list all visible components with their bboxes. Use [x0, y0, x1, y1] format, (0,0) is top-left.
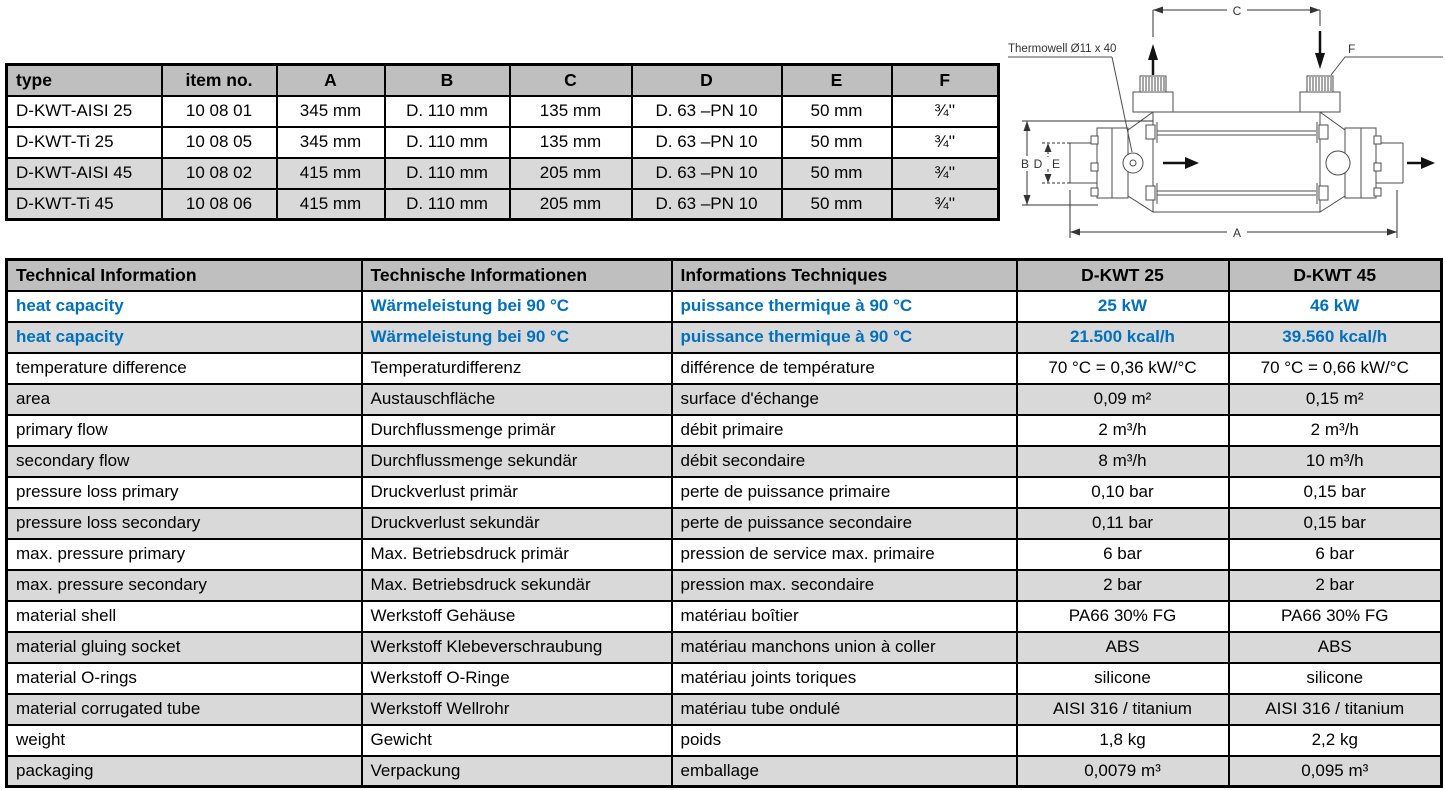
technical-drawing — [1000, 0, 1445, 250]
tech-cell: 2 bar — [1017, 570, 1229, 601]
tech-row-15 — [7, 756, 1442, 787]
thermowell-label: Thermowell Ø11 x 40 — [1008, 43, 1117, 55]
tech-cell: Werkstoff Wellrohr — [362, 694, 672, 725]
dim-cell: ¾'' — [892, 189, 999, 220]
tech-cell: 0,10 bar — [1017, 477, 1229, 508]
tech-cell: PA66 30% FG — [1017, 601, 1229, 632]
tech-row-0 — [7, 291, 1442, 322]
tech-cell: heat capacity — [7, 322, 362, 353]
tech-cell: max. pressure secondary — [7, 570, 362, 601]
dim-header-7: F — [892, 65, 999, 96]
dim-header-5: D — [632, 65, 782, 96]
dim-cell: 50 mm — [782, 96, 892, 127]
tech-cell: 1,8 kg — [1017, 725, 1229, 756]
dim-cell: 50 mm — [782, 158, 892, 189]
tech-cell: pression de service max. primaire — [672, 539, 1017, 570]
tech-cell: différence de température — [672, 353, 1017, 384]
tech-row-8 — [7, 539, 1442, 570]
tech-header-1: Technische Informationen — [362, 260, 672, 291]
tech-cell: Werkstoff Gehäuse — [362, 601, 672, 632]
tech-row-4 — [7, 415, 1442, 446]
tech-cell: 2 bar — [1229, 570, 1442, 601]
dim-row-3 — [7, 189, 999, 220]
tech-cell: 0,15 bar — [1229, 508, 1442, 539]
tech-cell: Wärmeleistung bei 90 °C — [362, 291, 672, 322]
dimensions-table — [5, 63, 1000, 221]
dimension-c — [1153, 2, 1320, 37]
tech-cell: débit secondaire — [672, 446, 1017, 477]
tech-cell: 46 kW — [1229, 291, 1442, 322]
dim-header-1: item no. — [162, 65, 277, 96]
tech-row-9 — [7, 570, 1442, 601]
tech-cell: pression max. secondaire — [672, 570, 1017, 601]
dim-header-3: B — [385, 65, 510, 96]
tech-cell: 25 kW — [1017, 291, 1229, 322]
tech-row-2 — [7, 353, 1442, 384]
tech-cell: ABS — [1017, 632, 1229, 663]
tech-cell: pressure loss primary — [7, 477, 362, 508]
tech-cell: Druckverlust primär — [362, 477, 672, 508]
dim-cell: 50 mm — [782, 189, 892, 220]
tech-header-3: D-KWT 25 — [1017, 260, 1229, 291]
tech-cell: puissance thermique à 90 °C — [672, 322, 1017, 353]
tech-cell: Temperaturdifferenz — [362, 353, 672, 384]
dim-header-4: C — [510, 65, 632, 96]
tech-cell: 2 m³/h — [1017, 415, 1229, 446]
tech-cell: max. pressure primary — [7, 539, 362, 570]
dim-cell: 345 mm — [277, 96, 385, 127]
tech-cell: material corrugated tube — [7, 694, 362, 725]
tech-cell: Werkstoff Klebeverschraubung — [362, 632, 672, 663]
dimension-de — [1034, 143, 1070, 183]
tech-cell: matériau joints toriques — [672, 663, 1017, 694]
tech-row-5 — [7, 446, 1442, 477]
tech-cell: pressure loss secondary — [7, 508, 362, 539]
tech-cell: 6 bar — [1229, 539, 1442, 570]
dim-row-2 — [7, 158, 999, 189]
tech-cell: Druckverlust sekundär — [362, 508, 672, 539]
tech-cell: silicone — [1017, 663, 1229, 694]
dim-cell: 135 mm — [510, 127, 632, 158]
dim-cell: 50 mm — [782, 127, 892, 158]
tech-cell: area — [7, 384, 362, 415]
tech-cell: 70 °C = 0,66 kW/°C — [1229, 353, 1442, 384]
port-flow-arrows — [1148, 31, 1325, 75]
tech-cell: Max. Betriebsdruck sekundär — [362, 570, 672, 601]
dim-cell: 345 mm — [277, 127, 385, 158]
tech-cell: 6 bar — [1017, 539, 1229, 570]
dim-cell: D-KWT-Ti 45 — [7, 189, 162, 220]
tech-cell: 0,15 m² — [1229, 384, 1442, 415]
dim-label-d: D — [1033, 157, 1043, 171]
tech-cell: Max. Betriebsdruck primär — [362, 539, 672, 570]
dim-cell: D-KWT-AISI 45 — [7, 158, 162, 189]
dim-cell: ¾'' — [892, 127, 999, 158]
tech-cell: PA66 30% FG — [1229, 601, 1442, 632]
tech-cell: 8 m³/h — [1017, 446, 1229, 477]
tech-cell: 70 °C = 0,36 kW/°C — [1017, 353, 1229, 384]
dim-cell: 10 08 01 — [162, 96, 277, 127]
tech-cell: material gluing socket — [7, 632, 362, 663]
tech-cell: 0,15 bar — [1229, 477, 1442, 508]
tech-cell: heat capacity — [7, 291, 362, 322]
dim-header-2: A — [277, 65, 385, 96]
tech-row-12 — [7, 663, 1442, 694]
tech-cell: material shell — [7, 601, 362, 632]
dim-cell: 415 mm — [277, 158, 385, 189]
tech-cell: Durchflussmenge primär — [362, 415, 672, 446]
tech-header-row — [7, 260, 1442, 291]
tech-cell: material O-rings — [7, 663, 362, 694]
tech-cell: matériau boîtier — [672, 601, 1017, 632]
dim-cell: D-KWT-Ti 25 — [7, 127, 162, 158]
dim-label-b: B — [1020, 157, 1030, 171]
tech-cell: ABS — [1229, 632, 1442, 663]
tech-cell: emballage — [672, 756, 1017, 787]
tech-cell: Austauschfläche — [362, 384, 672, 415]
tech-cell: primary flow — [7, 415, 362, 446]
tech-cell: puissance thermique à 90 °C — [672, 291, 1017, 322]
tech-cell: perte de puissance primaire — [672, 477, 1017, 508]
tech-cell: matériau tube ondulé — [672, 694, 1017, 725]
tech-cell: surface d'échange — [672, 384, 1017, 415]
dim-cell: D. 63 –PN 10 — [632, 189, 782, 220]
dim-cell: 10 08 05 — [162, 127, 277, 158]
dim-cell: 10 08 06 — [162, 189, 277, 220]
tech-header-0: Technical Information — [7, 260, 362, 291]
dim-header-row — [7, 65, 999, 96]
tech-row-1 — [7, 322, 1442, 353]
tech-cell: 39.560 kcal/h — [1229, 322, 1442, 353]
dim-cell: D. 110 mm — [385, 189, 510, 220]
tech-header-2: Informations Techniques — [672, 260, 1017, 291]
dim-cell: D. 63 –PN 10 — [632, 158, 782, 189]
tech-row-7 — [7, 508, 1442, 539]
dim-cell: 135 mm — [510, 96, 632, 127]
heat-exchanger-drawing — [1000, 0, 1445, 250]
dim-cell: D. 110 mm — [385, 158, 510, 189]
dim-cell: 205 mm — [510, 158, 632, 189]
tech-cell: débit primaire — [672, 415, 1017, 446]
tech-cell: weight — [7, 725, 362, 756]
tech-table-body — [7, 291, 1442, 787]
tech-cell: silicone — [1229, 663, 1442, 694]
dim-row-0 — [7, 96, 999, 127]
dim-header-6: E — [782, 65, 892, 96]
dim-cell: D. 63 –PN 10 — [632, 96, 782, 127]
technical-info-table — [5, 258, 1443, 788]
dim-table-body — [7, 96, 999, 220]
tech-cell: 0,11 bar — [1017, 508, 1229, 539]
tech-cell: AISI 316 / titanium — [1017, 694, 1229, 725]
tech-cell: 2,2 kg — [1229, 725, 1442, 756]
dim-cell: D-KWT-AISI 25 — [7, 96, 162, 127]
tech-row-11 — [7, 632, 1442, 663]
tech-cell: 21.500 kcal/h — [1017, 322, 1229, 353]
dim-cell: D. 110 mm — [385, 96, 510, 127]
tech-cell: Verpackung — [362, 756, 672, 787]
dim-label-a: A — [1232, 226, 1242, 240]
tech-row-3 — [7, 384, 1442, 415]
dim-label-f: F — [1348, 42, 1356, 56]
dim-label-e: E — [1051, 157, 1061, 171]
dim-cell: D. 110 mm — [385, 127, 510, 158]
tech-row-13 — [7, 694, 1442, 725]
dim-cell: 415 mm — [277, 189, 385, 220]
tech-cell: Wärmeleistung bei 90 °C — [362, 322, 672, 353]
tech-cell: 0,095 m³ — [1229, 756, 1442, 787]
tech-row-10 — [7, 601, 1442, 632]
tech-cell: Durchflussmenge sekundär — [362, 446, 672, 477]
tech-cell: matériau manchons union à coller — [672, 632, 1017, 663]
tech-cell: 2 m³/h — [1229, 415, 1442, 446]
tech-cell: 0,0079 m³ — [1017, 756, 1229, 787]
tech-row-14 — [7, 725, 1442, 756]
tech-cell: AISI 316 / titanium — [1229, 694, 1442, 725]
dim-header-0: type — [7, 65, 162, 96]
tech-cell: secondary flow — [7, 446, 362, 477]
tech-cell: perte de puissance secondaire — [672, 508, 1017, 539]
tech-cell: poids — [672, 725, 1017, 756]
dim-label-c: C — [1232, 4, 1242, 18]
tech-cell: 10 m³/h — [1229, 446, 1442, 477]
tech-header-4: D-KWT 45 — [1229, 260, 1442, 291]
dimension-f — [1331, 42, 1443, 75]
dim-cell: ¾'' — [892, 96, 999, 127]
dim-cell: 205 mm — [510, 189, 632, 220]
dim-cell: 10 08 02 — [162, 158, 277, 189]
tech-cell: packaging — [7, 756, 362, 787]
dim-cell: ¾'' — [892, 158, 999, 189]
tech-row-6 — [7, 477, 1442, 508]
tech-cell: temperature difference — [7, 353, 362, 384]
dim-cell: D. 63 –PN 10 — [632, 127, 782, 158]
tech-cell: Werkstoff O-Ringe — [362, 663, 672, 694]
dim-row-1 — [7, 127, 999, 158]
tech-cell: 0,09 m² — [1017, 384, 1229, 415]
tech-cell: Gewicht — [362, 725, 672, 756]
